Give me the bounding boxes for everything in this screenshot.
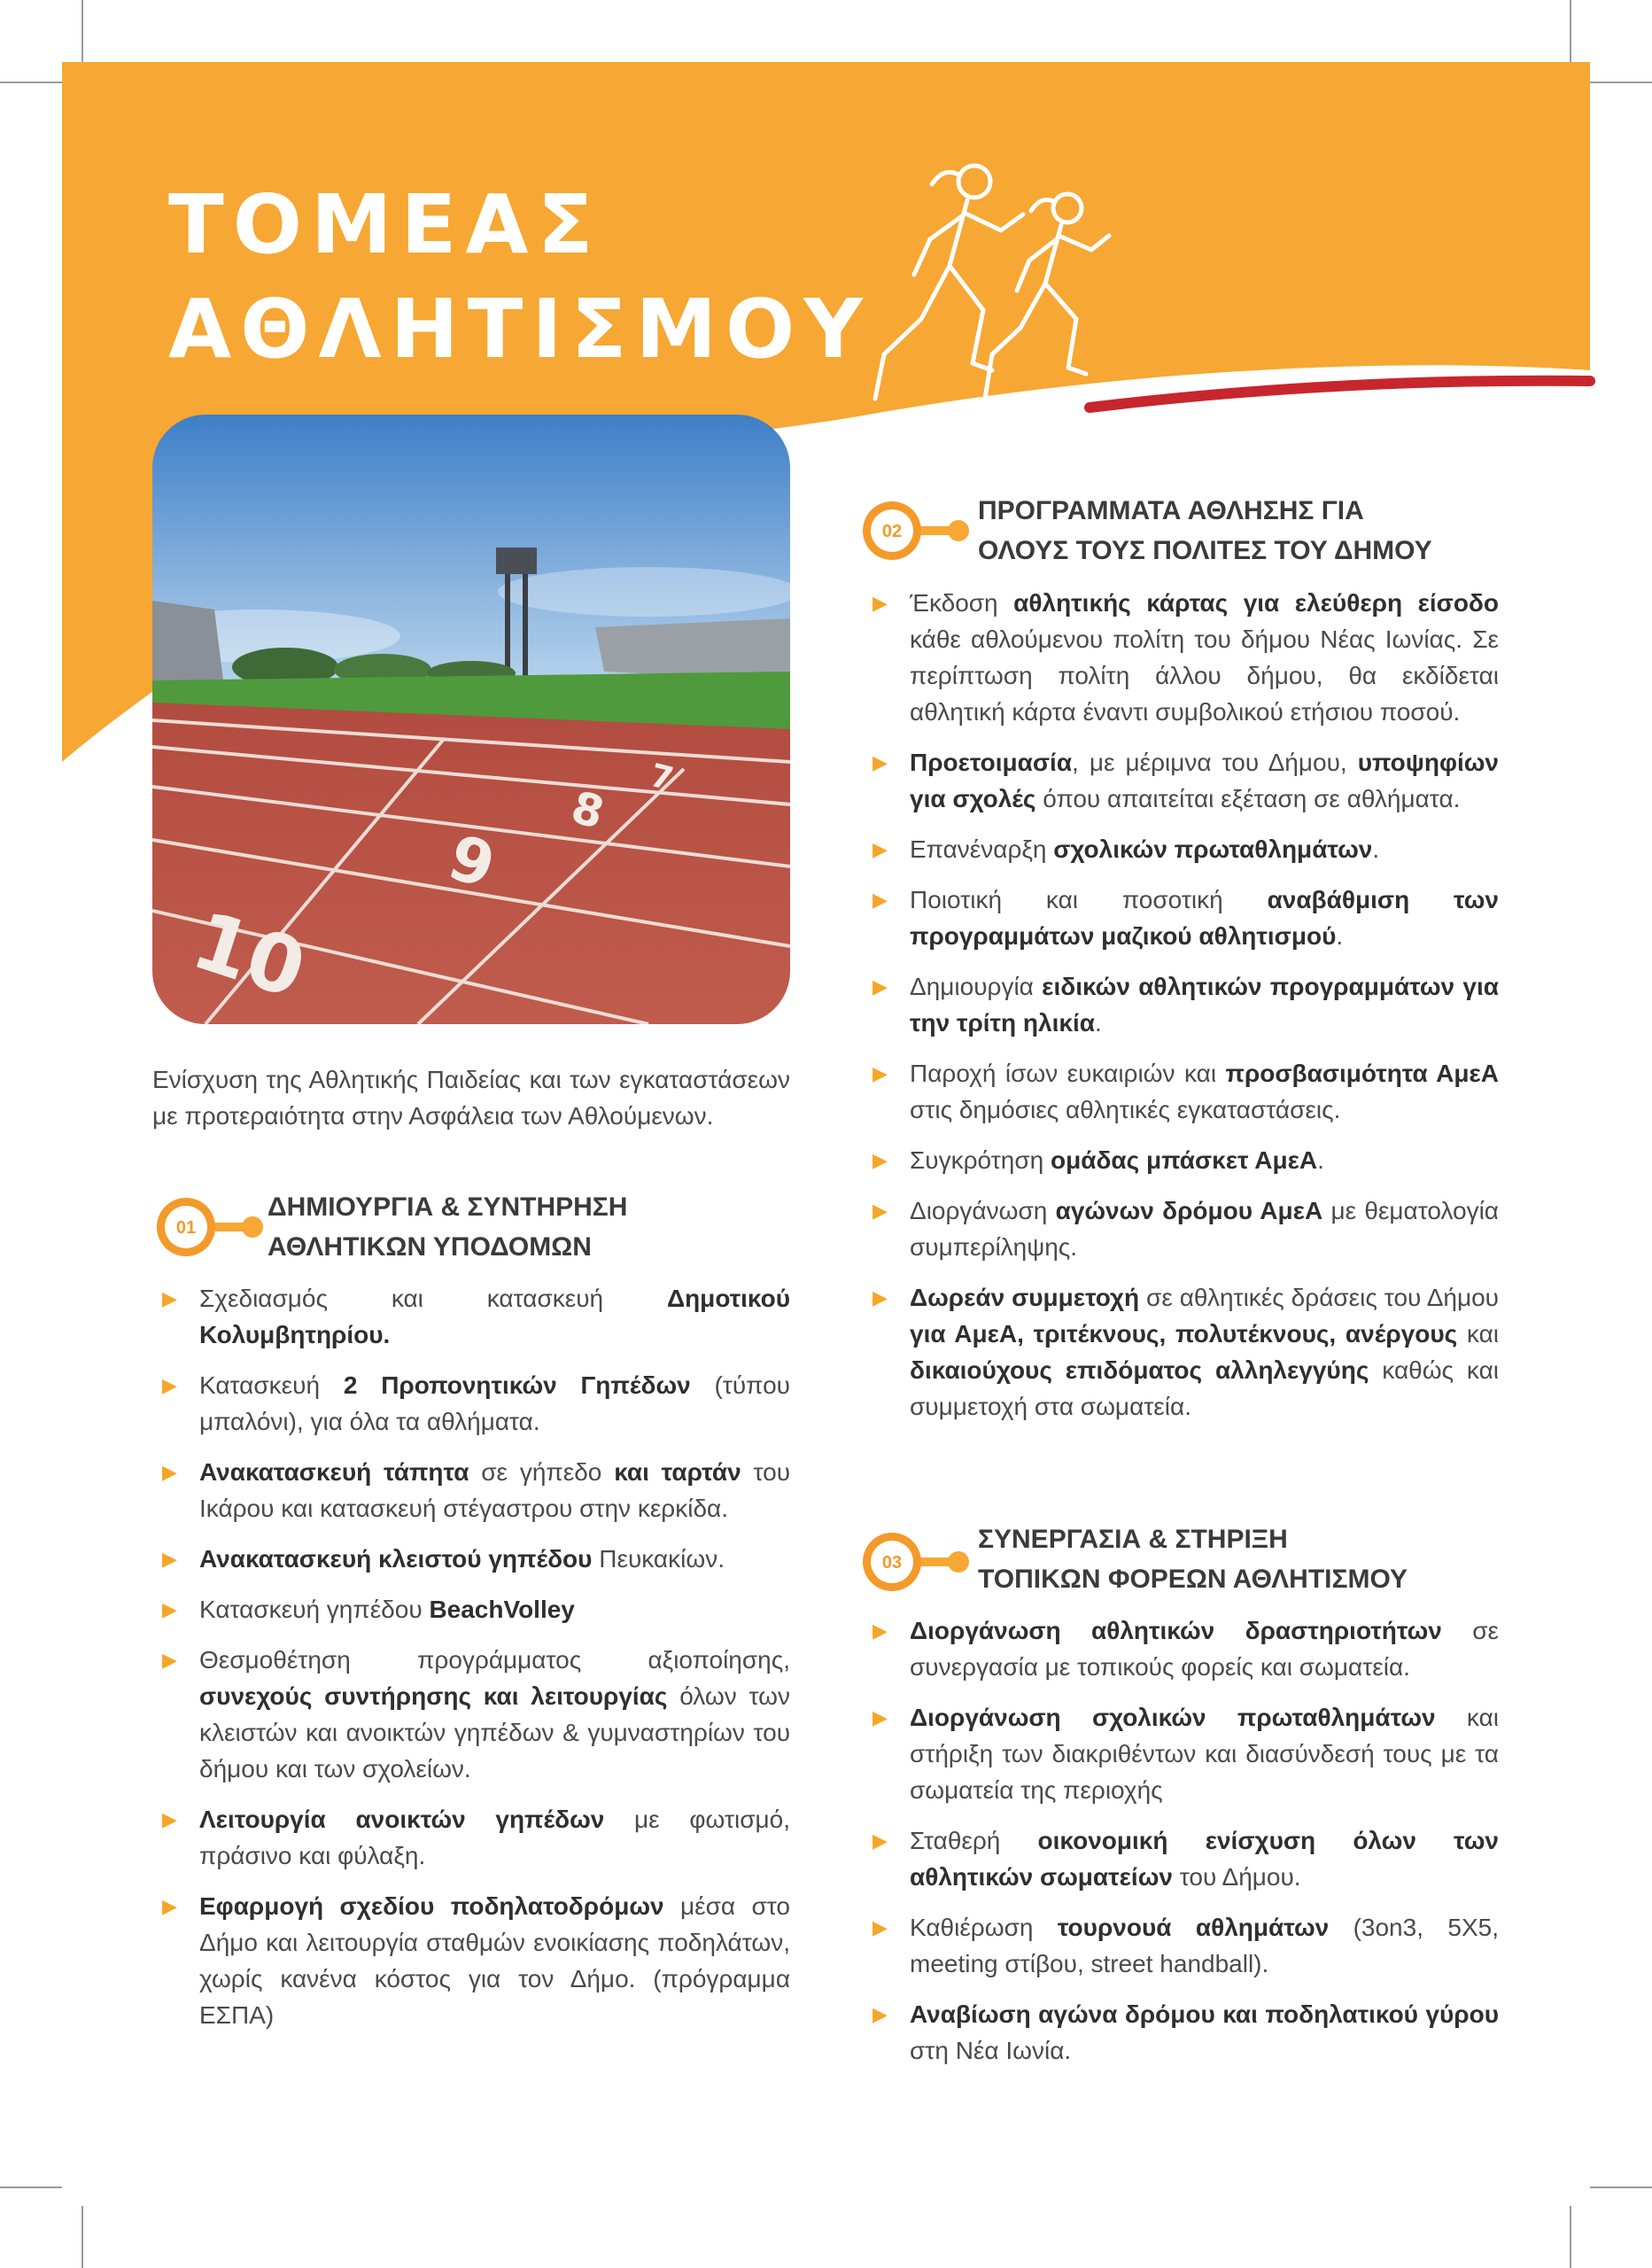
item-text: Παροχή ίσων ευκαιριών και bbox=[910, 1060, 1226, 1087]
item-text: του Ικάρου και κατασκευή στέγαστρου στην κερκίδα. bbox=[199, 1458, 791, 1522]
section-number: 03 bbox=[881, 1553, 903, 1573]
triangle-right-icon: ▶ bbox=[873, 838, 888, 860]
bold-text: BeachVolley bbox=[429, 1596, 575, 1623]
item-text: όλων των κλειστών και ανοικτών γηπέδων & γυμναστηρίων του δήμου και των σχολείων. bbox=[199, 1682, 791, 1783]
crop-mark bbox=[0, 2186, 62, 2188]
item-text: μέσα στο Δήμο και λειτουργία σταθμών ενοικίασης ποδηλάτων, χωρίς κανένα κόστος για τον Δήμο. (πρόγραμμα ΕΣΠΑ) bbox=[199, 1892, 790, 2029]
item-text: Έκδοση bbox=[910, 589, 1014, 617]
item-text: (3on3, 5X5, meeting στίβου, street handball). bbox=[910, 1914, 1499, 1977]
bold-text: Δημοτικού Κολυμβητηρίου. bbox=[199, 1285, 790, 1348]
triangle-right-icon: ▶ bbox=[162, 1461, 177, 1483]
list-item bbox=[865, 585, 1499, 730]
item-text: Σταθερή bbox=[910, 1827, 1038, 1854]
svg-text:8: 8 bbox=[565, 781, 610, 840]
section-badge-01 bbox=[151, 1196, 266, 1258]
section-list-03 bbox=[865, 1612, 1499, 2083]
stadium-photo bbox=[152, 415, 790, 1024]
list-item bbox=[865, 1612, 1499, 1685]
bold-text: και ταρτάν bbox=[614, 1458, 741, 1486]
bold-text: αγώνων δρόμου ΑμεΑ bbox=[1055, 1197, 1323, 1224]
list-item bbox=[155, 1888, 790, 2033]
bold-text: Διοργάνωση αθλητικών δραστηριοτήτων bbox=[910, 1617, 1442, 1644]
list-item bbox=[865, 1822, 1499, 1895]
crop-mark bbox=[1570, 2206, 1571, 2268]
list-item bbox=[865, 1996, 1499, 2069]
triangle-right-icon: ▶ bbox=[873, 751, 888, 773]
item-text: με φωτισμό, πράσινο και φύλαξη. bbox=[199, 1806, 791, 1869]
item-text: . bbox=[1372, 835, 1380, 863]
triangle-right-icon: ▶ bbox=[873, 1200, 888, 1222]
section-number: 01 bbox=[175, 1218, 197, 1238]
bold-text: Εφαρμογή σχεδίου ποδηλατοδρόμων bbox=[199, 1892, 664, 1920]
list-item bbox=[155, 1367, 790, 1440]
item-text: και στήριξη των διακριθέντων και διασύνδεσή τους με τα σωματεία της περιοχής bbox=[910, 1704, 1499, 1804]
bold-text: Δωρεάν συμμετοχή bbox=[910, 1284, 1140, 1311]
section-number: 02 bbox=[881, 522, 903, 541]
item-text: (τύπου μπαλόνι), για όλα τα αθλήματα. bbox=[199, 1371, 790, 1435]
triangle-right-icon: ▶ bbox=[162, 1287, 177, 1309]
triangle-right-icon: ▶ bbox=[873, 1706, 888, 1728]
section-list-01 bbox=[155, 1280, 790, 2047]
bold-text: Διοργάνωση σχολικών πρωταθλημάτων bbox=[910, 1704, 1436, 1731]
item-text: σε αθλητικές δράσεις του Δήμου bbox=[1139, 1284, 1499, 1311]
svg-text:7: 7 bbox=[646, 757, 678, 798]
section-title-line1: ΔΗΜΙΟΥΡΓΙΑ & ΣΥΝΤΗΡΗΣΗ bbox=[268, 1192, 628, 1222]
triangle-right-icon: ▶ bbox=[873, 1619, 888, 1642]
section-badge-03 bbox=[857, 1531, 972, 1593]
item-text: Σχεδιασμός και κατασκευή bbox=[199, 1285, 667, 1312]
item-text: Διοργάνωση bbox=[910, 1197, 1056, 1224]
page-title-line1: ΤΟΜΕΑΣ bbox=[168, 177, 602, 272]
runners-icon bbox=[868, 142, 1134, 416]
bold-text: αθλητικής κάρτας για ελεύθερη είσοδο bbox=[1013, 589, 1500, 617]
item-text: Ποιοτική και ποσοτική bbox=[910, 886, 1268, 913]
item-text: κάθε αθλούμενου πολίτη του δήμου Νέας Ιωνίας. Σε περίπτωση πολίτη άλλου δήμου, θα εκδίδεται αθλητική κάρτα έναντι συμβολικού ετήσιου ποσού. bbox=[910, 625, 1499, 726]
list-item bbox=[865, 882, 1499, 954]
item-text: Κατασκευή bbox=[199, 1371, 344, 1399]
list-item bbox=[155, 1801, 790, 1874]
section-title-line2: ΟΛΟΥΣ ΤΟΥΣ ΠΟΛΙΤΕΣ ΤΟΥ ΔΗΜΟΥ bbox=[978, 536, 1432, 565]
triangle-right-icon: ▶ bbox=[873, 1286, 888, 1309]
bold-text: ομάδας μπάσκετ ΑμεΑ bbox=[1051, 1146, 1318, 1174]
triangle-right-icon: ▶ bbox=[873, 889, 888, 911]
bold-text: για ΑμεΑ, τριτέκνους, πολυτέκνους, ανέργους bbox=[910, 1320, 1458, 1348]
item-text: Δημιουργία bbox=[910, 973, 1043, 1000]
bold-text: Προετοιμασία bbox=[910, 749, 1073, 776]
triangle-right-icon: ▶ bbox=[873, 1149, 888, 1171]
item-text: του Δήμου. bbox=[1172, 1863, 1301, 1891]
section-title-line1: ΣΥΝΕΡΓΑΣΙΑ & ΣΤΗΡΙΞΗ bbox=[978, 1525, 1288, 1554]
list-item bbox=[865, 1055, 1499, 1128]
section-title-line1: ΠΡΟΓΡΑΜΜΑΤΑ ΑΘΛΗΣΗΣ ΓΙΑ bbox=[978, 496, 1364, 525]
triangle-right-icon: ▶ bbox=[873, 1916, 888, 1938]
section-badge-02 bbox=[857, 500, 972, 562]
list-item bbox=[865, 1192, 1499, 1265]
list-item bbox=[155, 1280, 790, 1353]
item-text: στη Νέα Ιωνία. bbox=[910, 2037, 1072, 2064]
triangle-right-icon: ▶ bbox=[873, 975, 888, 998]
triangle-right-icon: ▶ bbox=[162, 1548, 177, 1570]
list-item bbox=[865, 831, 1499, 867]
item-text: Επανέναρξη bbox=[910, 835, 1054, 863]
triangle-right-icon: ▶ bbox=[162, 1598, 177, 1620]
bold-text: συνεχούς συντήρησης και λειτουργίας bbox=[199, 1682, 668, 1710]
triangle-right-icon: ▶ bbox=[162, 1808, 177, 1830]
item-text: . bbox=[1317, 1146, 1324, 1174]
section-title bbox=[268, 1187, 627, 1267]
item-text: . bbox=[1336, 922, 1344, 950]
item-text: στις δημόσιες αθλητικές εγκαταστάσεις. bbox=[910, 1096, 1341, 1123]
section-title-line2: ΑΘΛΗΤΙΚΩΝ ΥΠΟΔΟΜΩΝ bbox=[268, 1232, 592, 1262]
item-text: . bbox=[1095, 1009, 1102, 1037]
item-text: Θεσμοθέτηση προγράμματος αξιοποίησης, bbox=[199, 1646, 790, 1674]
triangle-right-icon: ▶ bbox=[162, 1374, 177, 1396]
item-text: σε συνεργασία με τοπικούς φορείς και σωματεία. bbox=[910, 1617, 1500, 1681]
list-item bbox=[865, 1142, 1499, 1178]
bold-text: αναβάθμιση των προγραμμάτων μαζικού αθλητισμού bbox=[910, 886, 1499, 950]
bold-text: οικονομική ενίσχυση όλων των αθλητικών σωματείων bbox=[910, 1827, 1499, 1891]
bold-text: δικαιούχους επιδόματος αλληλεγγύης bbox=[910, 1356, 1369, 1384]
item-text: όπου απαιτείται εξέταση σε αθλήματα. bbox=[1035, 785, 1461, 812]
triangle-right-icon: ▶ bbox=[162, 1895, 177, 1917]
bold-text: προσβασιμότητα ΑμεΑ bbox=[1225, 1060, 1500, 1087]
list-item bbox=[155, 1642, 790, 1787]
item-text: και bbox=[1457, 1320, 1499, 1348]
list-item bbox=[155, 1591, 790, 1627]
list-item bbox=[155, 1454, 790, 1526]
crop-mark bbox=[81, 2206, 83, 2268]
item-text: σε γήπεδο bbox=[469, 1458, 615, 1486]
page-title bbox=[168, 173, 872, 382]
bold-text: Ανακατασκευή κλειστού γηπέδου bbox=[199, 1545, 593, 1573]
triangle-right-icon: ▶ bbox=[162, 1649, 177, 1671]
bold-text: Λειτουργία ανοικτών γηπέδων bbox=[199, 1806, 605, 1833]
item-text: Πευκακίων. bbox=[592, 1545, 725, 1573]
section-title bbox=[978, 1519, 1408, 1599]
item-text: Καθιέρωση bbox=[910, 1914, 1058, 1941]
bold-text: 2 Προπονητικών Γηπέδων bbox=[343, 1371, 691, 1399]
list-item bbox=[865, 1909, 1499, 1982]
item-text: Συγκρότηση bbox=[910, 1146, 1051, 1174]
list-item bbox=[865, 744, 1499, 817]
svg-text:9: 9 bbox=[439, 820, 504, 904]
intro-paragraph: Ενίσχυση της Αθλητικής Παιδείας και των εγκαταστάσεων με προτεραιότητα στην Ασφάλεια των Αθλούμενων. bbox=[152, 1066, 790, 1130]
bold-text: Αναβίωση αγώνα δρόμου και ποδηλατικού γύρου bbox=[910, 2000, 1499, 2028]
item-text: καθώς και συμμετοχή στα σωματεία. bbox=[910, 1356, 1499, 1420]
bold-text: σχολικών πρωταθλημάτων bbox=[1053, 835, 1373, 863]
list-item bbox=[865, 968, 1499, 1041]
svg-text:10: 10 bbox=[182, 894, 316, 1017]
item-text: , με μέριμνα του Δήμου, bbox=[1072, 749, 1358, 776]
list-item bbox=[865, 1699, 1499, 1808]
list-item bbox=[865, 1279, 1499, 1425]
bold-text: τουρνουά αθλημάτων bbox=[1057, 1914, 1330, 1941]
triangle-right-icon: ▶ bbox=[873, 1829, 888, 1852]
bold-text: ειδικών αθλητικών προγραμμάτων για την τρίτη ηλικία bbox=[910, 973, 1499, 1037]
section-title bbox=[978, 491, 1432, 571]
section-list-02 bbox=[865, 585, 1499, 1439]
item-text: Κατασκευή γηπέδου bbox=[199, 1596, 430, 1623]
triangle-right-icon: ▶ bbox=[873, 592, 888, 614]
crop-mark bbox=[1590, 2186, 1652, 2188]
list-item bbox=[155, 1541, 790, 1577]
triangle-right-icon: ▶ bbox=[873, 1062, 888, 1084]
bold-text: υποψηφίων για σχολές bbox=[910, 749, 1499, 812]
page-title-line2: ΑΘΛΗΤΙΣΜΟΥ bbox=[168, 282, 872, 377]
section-title-line2: ΤΟΠΙΚΩΝ ΦΟΡΕΩΝ ΑΘΛΗΤΙΣΜΟΥ bbox=[978, 1565, 1408, 1594]
triangle-right-icon: ▶ bbox=[873, 2003, 888, 2025]
bold-text: Ανακατασκευή τάπητα bbox=[199, 1458, 469, 1486]
item-text: με θεματολογία συμπερίληψης. bbox=[910, 1197, 1499, 1261]
